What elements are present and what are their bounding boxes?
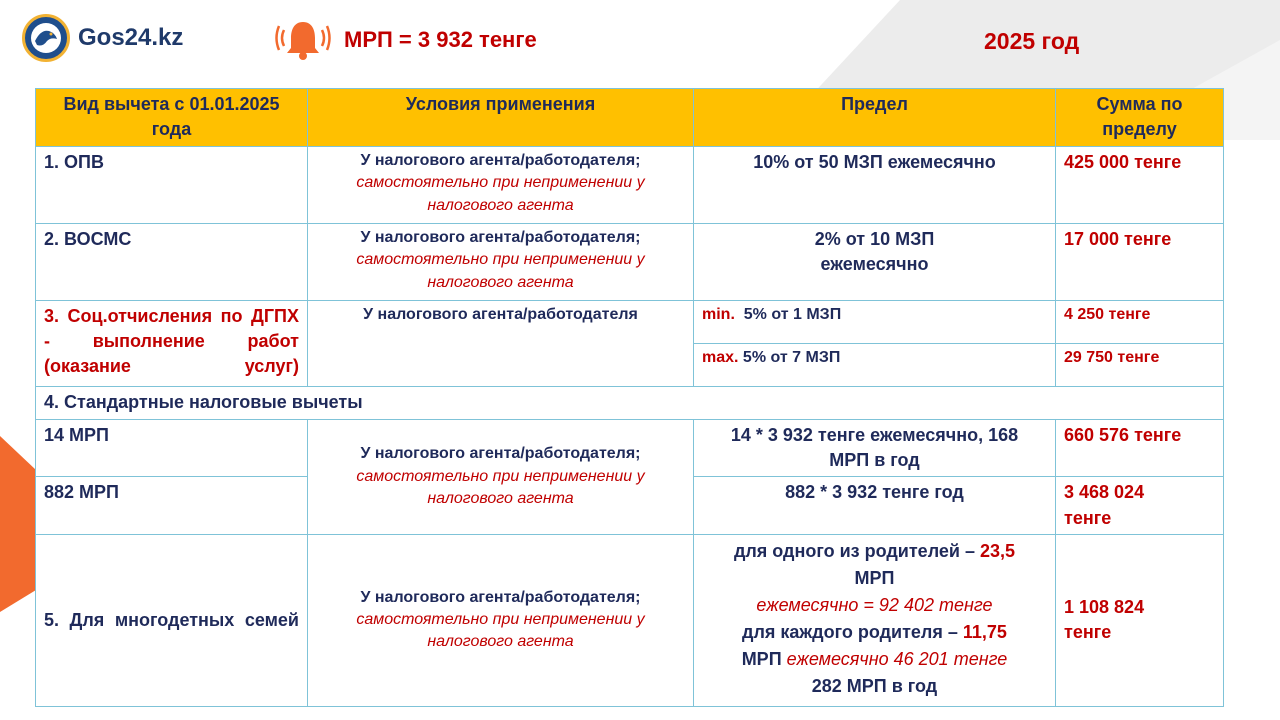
table-row <box>36 387 1224 420</box>
limit-a-value: 23,5 <box>980 540 1016 561</box>
condition-self: самостоятельно при неприменении у налогового агента <box>356 611 645 651</box>
deduction-name: 3. Соц.отчисления по ДГПХ - выполнение работ (оказание услуг) <box>36 301 308 387</box>
condition-cell <box>308 224 694 301</box>
limit-f: 282 МРП в год <box>811 675 938 696</box>
sum-cell <box>1056 534 1224 706</box>
condition-agent: У налогового агента/работодателя; <box>360 152 641 169</box>
sum-cell: 425 000 тенге <box>1056 147 1224 224</box>
year-label: 2025 год <box>984 28 1080 54</box>
logo-text: Gos24.kz <box>78 24 184 51</box>
sum-text: 3 468 024 тенге <box>1064 482 1145 528</box>
condition-self: самостоятельно при неприменении у налогового агента <box>356 467 645 508</box>
deduction-name: 5. Для многодетных семей <box>36 534 308 706</box>
limit-cell: 10% от 50 МЗП ежемесячно <box>694 147 1056 224</box>
condition-self: самостоятельно при неприменении у налогового агента <box>356 174 645 214</box>
limit-cell <box>694 420 1056 477</box>
limit-cell <box>694 534 1056 706</box>
alarm-bell-icon <box>274 18 332 62</box>
limit-line <box>702 619 1047 646</box>
limit-b: ежемесячно = 92 402 тенге <box>756 594 993 615</box>
condition-cell <box>308 534 694 706</box>
limit-cell <box>694 301 1056 344</box>
limit-cell <box>694 344 1056 387</box>
limit-c: для каждого родителя – <box>742 621 958 642</box>
condition-cell <box>308 301 694 387</box>
condition-cell <box>308 420 694 535</box>
condition-agent: У налогового агента/работодателя <box>363 306 638 323</box>
column-header: Условия применения <box>308 89 694 147</box>
column-header: Вид вычета с 01.01.2025 года <box>36 89 308 147</box>
max-text: 5% от 7 МЗП <box>742 349 841 366</box>
limit-text: 882 * 3 932 тенге год <box>785 482 964 503</box>
deductions-table <box>35 88 1224 707</box>
deduction-name: 882 МРП <box>36 477 308 534</box>
deduction-name: 2. ВОСМС <box>36 224 308 301</box>
column-header: Сумма по пределу <box>1056 89 1224 147</box>
table-row <box>36 147 1224 224</box>
table-row <box>36 224 1224 301</box>
deduction-name: 1. ОПВ <box>36 147 308 224</box>
limit-cell <box>694 477 1056 534</box>
sum-text: 1 108 824 тенге <box>1064 597 1145 643</box>
sum-cell: 4 250 тенге <box>1056 301 1224 344</box>
condition-agent: У налогового агента/работодателя; <box>360 229 641 246</box>
limit-a-unit: МРП <box>854 567 895 588</box>
sum-cell <box>1056 477 1224 534</box>
deduction-name: 14 МРП <box>36 420 308 477</box>
table-row <box>36 301 1224 344</box>
section-title: 4. Стандартные налоговые вычеты <box>36 387 1224 420</box>
background-orange-shape <box>0 436 36 612</box>
sum-cell: 17 000 тенге <box>1056 224 1224 301</box>
condition-cell <box>308 147 694 224</box>
table-header-row <box>36 89 1224 147</box>
sum-cell: 660 576 тенге <box>1056 420 1224 477</box>
limit-cell <box>694 224 1056 301</box>
limit-e: ежемесячно 46 201 тенге <box>786 648 1008 669</box>
condition-self: самостоятельно при неприменении у налогового агента <box>356 251 645 291</box>
limit-d: МРП <box>741 648 782 669</box>
condition-agent: У налогового агента/работодателя; <box>360 588 641 606</box>
limit-c-value: 11,75 <box>962 621 1007 642</box>
mrp-banner <box>274 18 537 62</box>
sum-cell: 29 750 тенге <box>1056 344 1224 387</box>
limit-text: 14 * 3 932 тенге ежемесячно, 168 МРП в год <box>730 425 1019 471</box>
table-row <box>36 420 1224 477</box>
snow-leopard-emblem-icon <box>22 14 70 62</box>
limit-line <box>702 538 1047 565</box>
min-label: min. <box>702 306 735 323</box>
condition-agent: У налогового агента/работодателя; <box>360 445 641 463</box>
max-label: max. <box>702 349 739 366</box>
table-row <box>36 534 1224 706</box>
limit-a: для одного из родителей – <box>733 540 975 561</box>
min-text: 5% от 1 МЗП <box>743 306 842 323</box>
logo[interactable] <box>22 14 183 62</box>
limit-text: 2% от 10 МЗП ежемесячно <box>814 229 935 275</box>
column-header: Предел <box>694 89 1056 147</box>
mrp-value: МРП = 3 932 тенге <box>344 27 537 52</box>
limit-line <box>702 646 1047 673</box>
